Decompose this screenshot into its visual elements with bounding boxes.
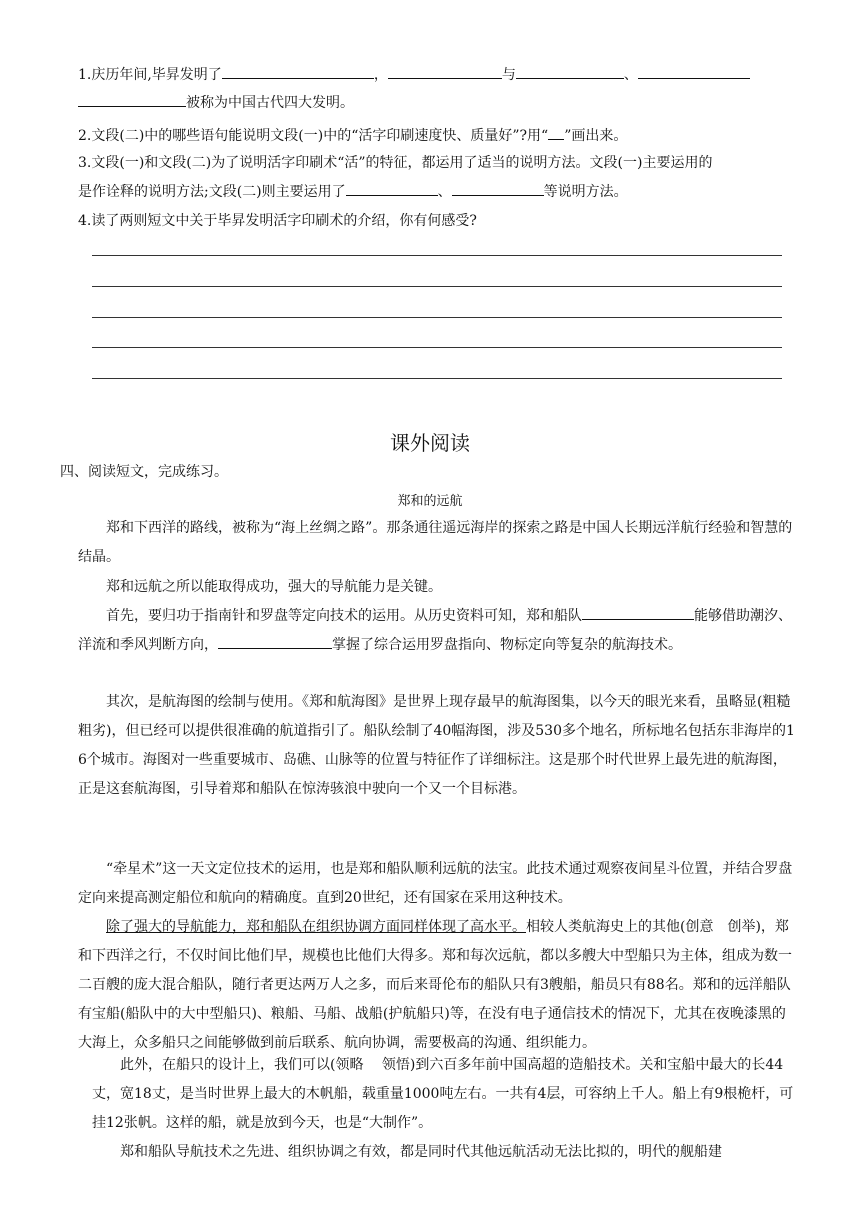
q1-blank-2[interactable] bbox=[388, 64, 502, 79]
question-1 bbox=[78, 64, 750, 85]
q3-dun: 、 bbox=[437, 184, 452, 200]
answer-line-3[interactable] bbox=[92, 317, 782, 318]
q1-text: 1.庆历年间,毕昇发明了 bbox=[78, 67, 222, 83]
q2-underline-mark bbox=[548, 127, 564, 140]
q1-text-end: 被称为中国古代四大发明。 bbox=[186, 95, 354, 111]
article-paragraph-4: 其次，是航海图的绘制与使用。《郑和航海图》是世界上现存最早的航海图集，以今天的眼光来看，虽略显(粗糙 粗劣)，但已经可以提供很准确的航道指引了。船队绘制了40幅海图，涉及530多个地名，所标地名包括东非海岸的16个城市。海图对一些重要城市、岛礁、山脉等的位置与特征作了详细标注。这是那个时代世界上最先进的航海图，正是这套航海图，引导着郑和船队在惊涛骇浪中驶向一个又一个目标港。 bbox=[78, 694, 809, 797]
q1-and: 与 bbox=[501, 67, 516, 83]
q3-text: 3.文段(一)和文段(二)为了说明活字印刷术“活”的特征，都运用了适当的说明方法。文段(一)主要运用的 bbox=[78, 155, 713, 171]
p6-text: 相较人类航海史上的其他(创意 创举)，郑和下西洋之行，不仅时间比他们早，规模也比他们大得多。郑和每次远航，都以多艘大中型船只为主体，组成为数一二百艘的庞大混合船队，随行者更达两万人之多，而后来哥伦布的船队只有3艘船，船员只有88名。郑和的远洋船队有宝船(船队中的大中型船只)、粮船、马船、战船(护航船只)等，在没有电子通信技术的情况下，尤其在夜晚漆黑的大海上，众多船只之间能够做到前后联系、航向协调，需要极高的沟通、组织能力。 bbox=[78, 919, 792, 1051]
article-paragraph-8: 郑和船队导航技术之先进、组织协调之有效，都是同时代其他远航活动无法比拟的，明代的舰船建 bbox=[120, 1144, 722, 1160]
q1-comma: ， bbox=[373, 67, 388, 83]
article-paragraph-6 bbox=[78, 913, 796, 1058]
question-2 bbox=[78, 126, 627, 146]
article-title: 郑和的远航 bbox=[397, 494, 463, 509]
question-4 bbox=[78, 211, 477, 231]
q1-blank-1[interactable] bbox=[222, 64, 374, 79]
question-1-line-2 bbox=[78, 92, 354, 113]
article-paragraph-2: 郑和远航之所以能取得成功，强大的导航能力是关键。 bbox=[106, 579, 442, 595]
article-paragraph-5: “牵星术”这一天文定位技术的运用，也是郑和船队顺利远航的法宝。此技术通过观察夜间星斗位置，并结合罗盘定向来提高测定船位和航向的精确度。直到20世纪，还有国家在采用这种技术。 bbox=[78, 861, 793, 906]
p3-blank-2[interactable] bbox=[218, 634, 332, 649]
q1-dun: 、 bbox=[623, 67, 638, 83]
q3-blank-2[interactable] bbox=[452, 181, 544, 196]
article-paragraph-7: 此外，在船只的设计上，我们可以(领略 领悟)到六百多年前中国高超的造船技术。关和宝船中最大的长44丈，宽18丈，是当时世界上最大的木帆船，载重量1000吨左右。一共有4层，可容纳上千人。船上有9根桅杆，可挂12张帆。这样的船，就是放到今天，也是“大制作”。 bbox=[92, 1057, 794, 1131]
answer-line-2[interactable] bbox=[92, 286, 782, 287]
q2-text-end: ”画出来。 bbox=[564, 128, 628, 144]
answer-line-4[interactable] bbox=[92, 347, 782, 348]
article-paragraph-1: 郑和下西洋的路线，被称为“海上丝绸之路”。那条通往遥远海岸的探索之路是中国人长期远洋航行经验和智慧的结晶。 bbox=[78, 520, 793, 565]
p3-text-3: 掌握了综合运用罗盘指向、物标定向等复杂的航海技术。 bbox=[332, 637, 682, 653]
p3-blank-1[interactable] bbox=[582, 605, 694, 620]
q2-text: 2.文段(二)中的哪些语句能说明文段(一)中的“活字印刷速度快、质量好”?用“ bbox=[78, 128, 549, 144]
section-heading: 四、阅读短文，完成练习。 bbox=[60, 464, 228, 480]
q1-blank-5[interactable] bbox=[78, 92, 186, 107]
p6-underlined-sentence: 除了强大的导航能力，郑和船队在组织协调方面同样体现了高水平。 bbox=[106, 919, 526, 935]
q1-blank-4[interactable] bbox=[638, 64, 750, 79]
q3-text-2: 是作诠释的说明方法;文段(二)则主要运用了 bbox=[78, 184, 346, 200]
q3-blank-1[interactable] bbox=[346, 181, 438, 196]
q3-text-end: 等说明方法。 bbox=[543, 184, 628, 200]
article-paragraph-3 bbox=[78, 602, 796, 660]
q4-text: 4.读了两则短文中关于毕昇发明活字印刷术的介绍，你有何感受? bbox=[78, 213, 477, 229]
question-3 bbox=[78, 153, 712, 173]
p3-text-2: 能够借助潮汐、洋流和季风判断方向， bbox=[78, 608, 792, 653]
section-title: 课外阅读 bbox=[390, 431, 470, 455]
p3-text-1: 首先，要归功于指南针和罗盘等定向技术的运用。从历史资料可知，郑和船队 bbox=[106, 608, 582, 624]
answer-line-1[interactable] bbox=[92, 255, 782, 256]
q1-blank-3[interactable] bbox=[516, 64, 624, 79]
question-3-line-2 bbox=[78, 181, 628, 202]
answer-line-5[interactable] bbox=[92, 378, 782, 379]
